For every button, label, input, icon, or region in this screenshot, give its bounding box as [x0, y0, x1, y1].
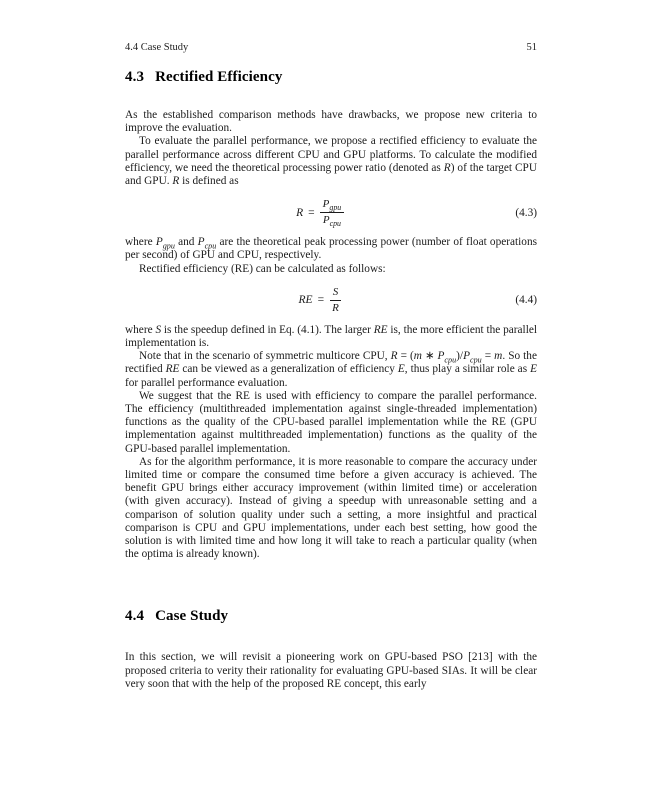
- text-run: R: [443, 161, 451, 174]
- paragraph: [125, 456, 537, 562]
- text-run: R: [390, 350, 398, 363]
- text-run: )/: [456, 350, 464, 363]
- text-run: E: [397, 363, 405, 376]
- paragraph: [125, 236, 537, 262]
- text-run: RE: [373, 323, 388, 336]
- text-run: To evaluate the parallel performance, we propose a rectified efficiency to evaluate the parallel performance across different CPU and GPU platforms. To calculate the modified efficiency, we need the theoretical processing power ratio (denoted as: [125, 135, 537, 174]
- text-run: , thus play a similar role as: [404, 363, 531, 376]
- text-run: =: [481, 350, 495, 363]
- fraction: [320, 198, 345, 227]
- text-run: cpu: [444, 355, 457, 365]
- text-run: P: [463, 350, 470, 363]
- text-run: ) of the target CPU and GPU.: [125, 161, 538, 188]
- text-run: m: [413, 350, 422, 363]
- text-run: Note that in the scenario of symmetric multicore CPU,: [139, 350, 391, 363]
- text-run: P: [197, 236, 205, 249]
- section-heading-4-4: [125, 608, 537, 625]
- fraction-denominator: [320, 213, 344, 227]
- text-run: gpu: [162, 241, 175, 251]
- text-run: and: [174, 236, 198, 249]
- running-header: [125, 42, 537, 54]
- variable-base: S: [332, 285, 339, 298]
- equals-sign: =: [317, 294, 325, 307]
- text-run: ∗: [421, 350, 438, 363]
- paragraph: [125, 135, 537, 188]
- text-run: is the speedup defined in Eq. (4.1). The larger: [161, 323, 374, 336]
- text-run: S: [155, 323, 162, 336]
- text-run: As for the algorithm performance, it is more reasonable to compare the accuracy under limited time or compare the consumed time before a given accuracy is achieved. The benefit GPU brings either accuracy improvement (within limited time) or acceleration (with given accuracy). Instead of giving a speedup with unreasonable setting and a comparison of solution quality under such a setting, a more insightful and practical comparison is CPU and GPU implementations, under each best setting, how good the solution is with limited time and how long it will take to reach a particular quality (when the optima is already known).: [125, 455, 537, 561]
- variable-subscript: gpu: [329, 203, 342, 213]
- section-title: Case Study: [155, 608, 229, 625]
- text-run: cpu: [204, 241, 217, 251]
- text-run: where: [125, 236, 156, 249]
- equation-expression: [125, 286, 515, 315]
- equation-number: (4.4): [515, 294, 537, 307]
- equation-lhs: RE: [298, 294, 313, 307]
- equation-lhs: R: [296, 206, 304, 219]
- equation-number: (4.3): [515, 206, 537, 219]
- paragraph: [125, 651, 537, 691]
- fraction-numerator: [330, 286, 342, 301]
- paragraph: [125, 109, 537, 135]
- text-run: is defined as: [179, 175, 239, 188]
- variable-base: R: [332, 301, 339, 314]
- text-run: E: [530, 363, 537, 376]
- section-number: 4.4: [125, 608, 145, 625]
- text-run: = (: [397, 350, 414, 363]
- page-number: 51: [526, 42, 537, 53]
- equals-sign: =: [308, 206, 315, 219]
- fraction: [329, 286, 342, 315]
- equation-4-3: [125, 198, 537, 227]
- text-run: . So the rectified: [125, 350, 537, 376]
- text-run: where: [125, 323, 156, 336]
- text-run: RE: [165, 363, 180, 376]
- variable-base: P: [322, 214, 330, 227]
- text-run: can be viewed as a generalization of efficiency: [179, 363, 398, 376]
- section-title: Rectified Efficiency: [155, 69, 283, 85]
- variable-base: P: [322, 198, 330, 211]
- text-run: m: [494, 350, 503, 363]
- paragraph: [125, 390, 537, 456]
- paragraph: [125, 350, 537, 390]
- text-run: is, the more efficient the parallel implementation is.: [125, 323, 537, 350]
- paragraph: [125, 263, 537, 276]
- running-header-title: 4.4 Case Study: [125, 42, 189, 53]
- text-run: P: [437, 350, 445, 363]
- text-run: are the theoretical peak processing power (number of float operations per second) of GPU and CPU, respectively.: [125, 236, 537, 262]
- equation-expression: [125, 198, 515, 227]
- text-run: cpu: [469, 355, 482, 365]
- text-block: [125, 42, 537, 691]
- equation-4-4: [125, 286, 537, 315]
- text-run: P: [155, 236, 163, 249]
- section-number: 4.3: [125, 69, 145, 85]
- text-run: In this section, we will revisit a pioneering work on GPU-based PSO [213] with the proposed criteria to verity their rationality for evaluating GPU-based SIAs. It will be clear very soon that with the help of the proposed RE concept, this early: [125, 651, 537, 690]
- fraction-numerator: [320, 198, 345, 213]
- fraction-denominator: [329, 301, 342, 315]
- text-run: As the established comparison methods have drawbacks, we propose new criteria to improve the evaluation.: [125, 109, 537, 135]
- text-run: R: [172, 175, 180, 188]
- text-run: for parallel performance evaluation.: [125, 376, 288, 389]
- text-run: We suggest that the RE is used with efficiency to compare the parallel performance. The efficiency (multithreaded implementation against single-threaded implementation) functions as the quality of the CPU-based parallel implementation while the RE (GPU implementation against multithreaded implementation) functions as the quality of the GPU-based parallel implementation.: [125, 389, 537, 455]
- section-heading-4-3: [125, 69, 537, 86]
- paragraph: [125, 324, 537, 350]
- text-run: Rectified efficiency (RE) can be calculated as follows:: [139, 262, 386, 275]
- variable-subscript: cpu: [329, 219, 342, 229]
